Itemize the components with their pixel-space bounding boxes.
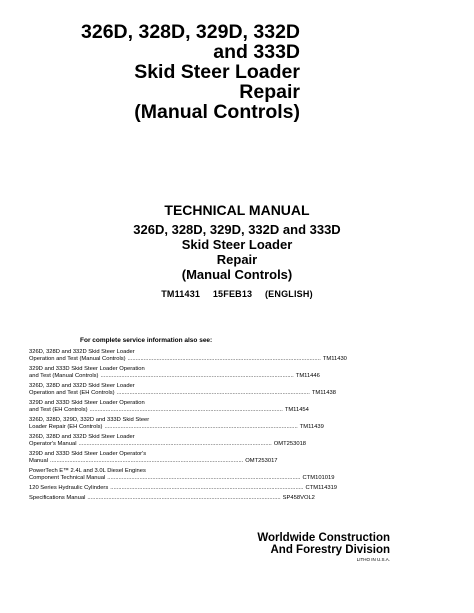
dot-leader: ........................................................................................................................ bbox=[100, 373, 294, 379]
technical-repair-line: Repair bbox=[216, 252, 258, 267]
reference-item bbox=[29, 451, 278, 465]
publication-date: 15FEB13 bbox=[212, 289, 253, 299]
division-line-1: Worldwide Construction bbox=[257, 532, 390, 544]
reference-entry-line bbox=[29, 475, 335, 482]
references-list bbox=[29, 349, 347, 505]
reference-description: 329D and 333D Skid Steer Loader Operation bbox=[29, 400, 145, 406]
dot-leader: ........................................................................................................................ bbox=[89, 407, 283, 413]
reference-item bbox=[29, 495, 315, 502]
tm-number: TM11431 bbox=[161, 289, 201, 299]
reference-entry-line bbox=[29, 424, 324, 431]
reference-entry-line bbox=[29, 485, 338, 492]
reference-code: TM11454 bbox=[284, 407, 309, 413]
reference-description: 329D and 333D Skid Steer Loader Operator's bbox=[29, 451, 147, 457]
division-line-2: And Forestry Division bbox=[270, 544, 390, 556]
reference-description: 326D, 328D and 332D Skid Steer Loader bbox=[29, 349, 135, 355]
reference-description: 326D, 328D, 329D, 332D and 333D Skid Steer bbox=[29, 417, 150, 423]
tm-number-line bbox=[0, 287, 474, 302]
title-line-controls: (Manual Controls) bbox=[134, 101, 300, 123]
reference-code: TM11430 bbox=[322, 356, 347, 362]
reference-item bbox=[29, 349, 347, 363]
reference-item bbox=[29, 383, 336, 397]
reference-entry-line bbox=[29, 458, 278, 465]
title-line-repair: Repair bbox=[239, 81, 300, 103]
reference-description: 120 Series Hydraulic Cylinders bbox=[29, 485, 109, 491]
reference-description: Component Technical Manual bbox=[29, 475, 106, 481]
technical-manual-heading: TECHNICAL MANUAL bbox=[164, 202, 310, 218]
reference-description: 326D, 328D and 332D Skid Steer Loader bbox=[29, 383, 135, 389]
division-footer bbox=[0, 532, 390, 563]
dot-leader: ........................................................................................................................ bbox=[116, 390, 310, 396]
reference-code: OMT253017 bbox=[245, 458, 278, 464]
dot-leader: ........................................................................................................................ bbox=[78, 441, 272, 447]
reference-code: CTM114319 bbox=[305, 485, 338, 491]
reference-item bbox=[29, 468, 335, 482]
reference-code: TM11439 bbox=[299, 424, 324, 430]
reference-item bbox=[29, 485, 338, 492]
dot-leader: ........................................................................................................................ bbox=[50, 458, 244, 464]
reference-description: Operator's Manual bbox=[29, 441, 77, 447]
reference-description: 329D and 333D Skid Steer Loader Operation bbox=[29, 366, 145, 372]
litho-note: LITHO IN U.S.A. bbox=[356, 557, 390, 562]
reference-entry-line bbox=[29, 495, 315, 502]
reference-entry-line bbox=[29, 441, 307, 448]
reference-item bbox=[29, 400, 309, 414]
reference-entry-line bbox=[29, 373, 320, 380]
technical-manual-block bbox=[0, 203, 474, 302]
dot-leader: ........................................................................................................................ bbox=[127, 356, 321, 362]
reference-description: Loader Repair (EH Controls) bbox=[29, 424, 103, 430]
technical-controls-line: (Manual Controls) bbox=[181, 267, 293, 282]
title-line-models: 326D, 328D, 329D, 332D bbox=[81, 21, 300, 43]
technical-product-line: Skid Steer Loader bbox=[181, 237, 293, 252]
dot-leader: ........................................................................................................................ bbox=[110, 485, 304, 491]
references-heading: For complete service information also see: bbox=[80, 337, 213, 344]
reference-code: SP458VOL2 bbox=[282, 495, 315, 501]
reference-entry-line bbox=[29, 407, 309, 414]
reference-code: TM11446 bbox=[295, 373, 320, 379]
reference-entry-line bbox=[29, 356, 347, 363]
dot-leader: ........................................................................................................................ bbox=[107, 475, 301, 481]
reference-description: Operation and Test (Manual Controls) bbox=[29, 356, 126, 362]
reference-description: Manual bbox=[29, 458, 49, 464]
technical-models-line: 326D, 328D, 329D, 332D and 333D bbox=[133, 222, 341, 237]
reference-item bbox=[29, 366, 320, 380]
reference-item bbox=[29, 434, 307, 448]
language-label: (ENGLISH) bbox=[264, 289, 313, 299]
reference-item bbox=[29, 417, 324, 431]
dot-leader: ........................................................................................................................ bbox=[87, 495, 281, 501]
reference-description: Specifications Manual bbox=[29, 495, 86, 501]
reference-description: and Test (Manual Controls) bbox=[29, 373, 99, 379]
dot-leader: ........................................................................................................................ bbox=[104, 424, 298, 430]
title-line-product: Skid Steer Loader bbox=[134, 61, 300, 83]
reference-description: PowerTech E™ 2.4L and 3.0L Diesel Engines bbox=[29, 468, 146, 474]
reference-code: CTM101019 bbox=[302, 475, 335, 481]
reference-description: and Test (EH Controls) bbox=[29, 407, 88, 413]
title-line-models-2: and 333D bbox=[213, 41, 300, 63]
reference-description: Operation and Test (EH Controls) bbox=[29, 390, 115, 396]
reference-code: TM11438 bbox=[311, 390, 336, 396]
reference-code: OMT253018 bbox=[273, 441, 307, 447]
reference-description: 326D, 328D and 332D Skid Steer Loader bbox=[29, 434, 135, 440]
document-title bbox=[0, 22, 300, 122]
reference-entry-line bbox=[29, 390, 336, 397]
